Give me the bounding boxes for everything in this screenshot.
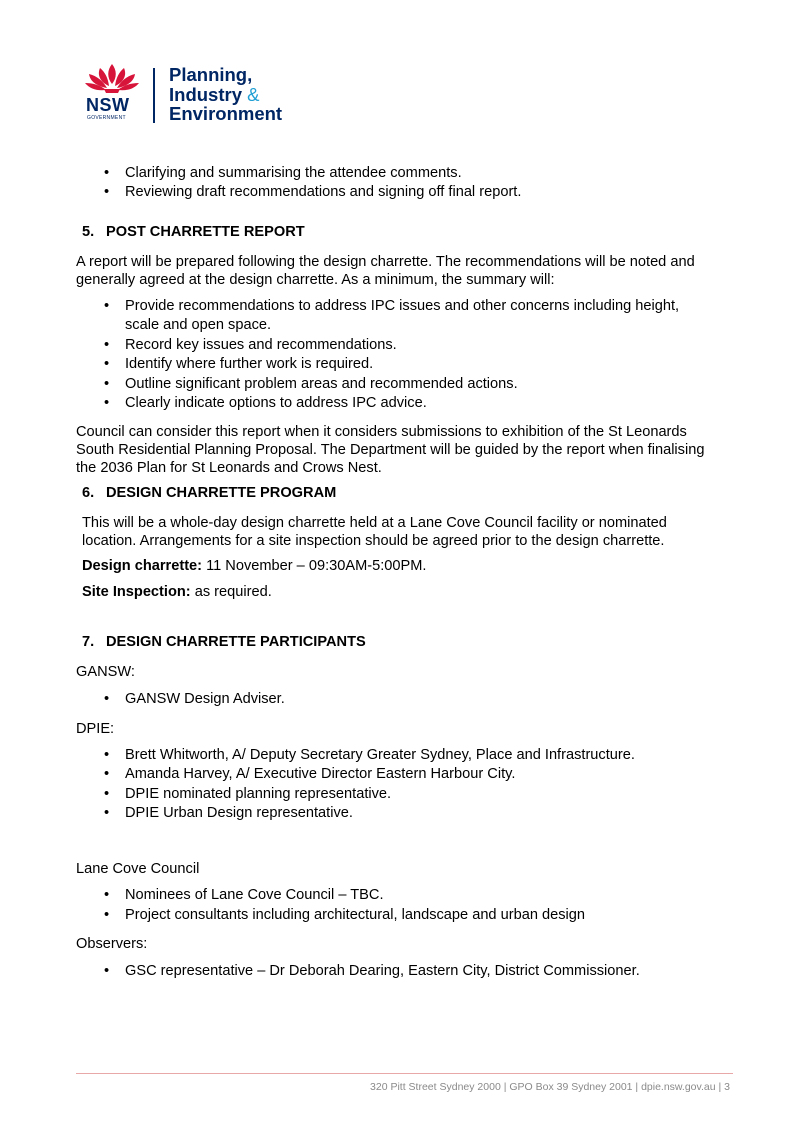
brand-line-3: Environment — [169, 103, 283, 124]
list-item-continuation: scale and open space. — [125, 317, 272, 333]
bullet-dot-icon: • — [104, 165, 110, 181]
paragraph-line: South Residential Planning Proposal. The Department will be guided by the report when finalising — [76, 442, 705, 458]
bullet-dot-icon: • — [104, 376, 110, 392]
list-item: • Clarifying and summarising the attendee comments. — [104, 165, 462, 181]
bullet-dot-icon: • — [104, 184, 110, 200]
list-item: • Project consultants including architectural, landscape and urban design — [104, 907, 585, 923]
bullet-dot-icon: • — [104, 691, 110, 707]
section-heading-7: 7. DESIGN CHARRETTE PARTICIPANTS — [82, 634, 366, 650]
list-item: • Nominees of Lane Cove Council – TBC. — [104, 887, 384, 903]
paragraph-line: the 2036 Plan for St Leonards and Crows Nest. — [76, 460, 382, 476]
bullet-dot-icon: • — [104, 356, 110, 372]
group-label-gansw: GANSW: — [76, 664, 135, 680]
list-item: • GANSW Design Adviser. — [104, 691, 285, 707]
bullet-dot-icon: • — [104, 747, 110, 763]
section-heading-6: 6. DESIGN CHARRETTE PROGRAM — [82, 485, 337, 501]
bullet-dot-icon: • — [104, 805, 110, 821]
list-item: • Reviewing draft recommendations and signing off final report. — [104, 184, 522, 200]
list-item: • Identify where further work is required. — [104, 356, 374, 372]
list-item: • DPIE nominated planning representative. — [104, 786, 392, 802]
bullet-dot-icon: • — [104, 298, 110, 314]
design-charrette-value: 11 November – 09:30AM-5:00PM. — [202, 558, 427, 574]
site-inspection-line — [82, 583, 272, 602]
paragraph-line: generally agreed at the design charrette. As a minimum, the summary will: — [76, 272, 555, 288]
bullet-dot-icon: • — [104, 887, 110, 903]
bullet-dot-icon: • — [104, 337, 110, 353]
site-inspection-label: Site Inspection: — [82, 584, 191, 600]
nsw-planning-logo — [82, 62, 312, 124]
paragraph-line: A report will be prepared following the design charrette. The recommendations will be noted and — [76, 254, 695, 270]
page-footer: 320 Pitt Street Sydney 2000 | GPO Box 39 Sydney 2001 | dpie.nsw.gov.au | 3 — [370, 1081, 730, 1093]
list-item: • Provide recommendations to address IPC issues and other concerns including height, — [104, 298, 680, 314]
list-item: • Brett Whitworth, A/ Deputy Secretary Greater Sydney, Place and Infrastructure. — [104, 747, 635, 763]
bullet-dot-icon: • — [104, 786, 110, 802]
logo-nsw-text: NSW — [86, 95, 130, 115]
bullet-dot-icon: • — [104, 963, 110, 979]
paragraph-line: This will be a whole-day design charrette held at a Lane Cove Council facility or nominated — [82, 515, 667, 531]
group-label-observers: Observers: — [76, 936, 148, 952]
list-item: • Outline significant problem areas and recommended actions. — [104, 376, 518, 392]
list-item: • GSC representative – Dr Deborah Dearing, Eastern City, District Commissioner. — [104, 963, 640, 979]
logo-divider — [153, 68, 155, 123]
bullet-dot-icon: • — [104, 766, 110, 782]
brand-ampersand: & — [247, 83, 260, 105]
list-item: • Clearly indicate options to address IPC advice. — [104, 395, 427, 411]
logo-government-text: GOVERNMENT — [87, 115, 126, 121]
group-label-council: Lane Cove Council — [76, 861, 200, 877]
brand-line-2: Industry & — [169, 83, 260, 105]
brand-line-1: Planning, — [169, 64, 253, 85]
design-charrette-line — [82, 557, 426, 576]
site-inspection-value: as required. — [190, 584, 272, 600]
section-heading-5: 5. POST CHARRETTE REPORT — [82, 224, 305, 240]
list-item: • Amanda Harvey, A/ Executive Director Eastern Harbour City. — [104, 766, 516, 782]
logo-brand-text — [169, 65, 282, 124]
bullet-dot-icon: • — [104, 907, 110, 923]
paragraph-line: Council can consider this report when it considers submissions to exhibition of the St Leonards — [76, 424, 687, 440]
list-item: • Record key issues and recommendations. — [104, 337, 397, 353]
bullet-dot-icon: • — [104, 395, 110, 411]
footer-rule — [76, 1073, 733, 1074]
nsw-waratah-icon — [82, 62, 142, 96]
paragraph-line: location. Arrangements for a site inspection should be agreed prior to the design charrette. — [82, 533, 665, 549]
list-item: • DPIE Urban Design representative. — [104, 805, 353, 821]
design-charrette-label: Design charrette: — [82, 558, 203, 574]
group-label-dpie: DPIE: — [76, 721, 115, 737]
